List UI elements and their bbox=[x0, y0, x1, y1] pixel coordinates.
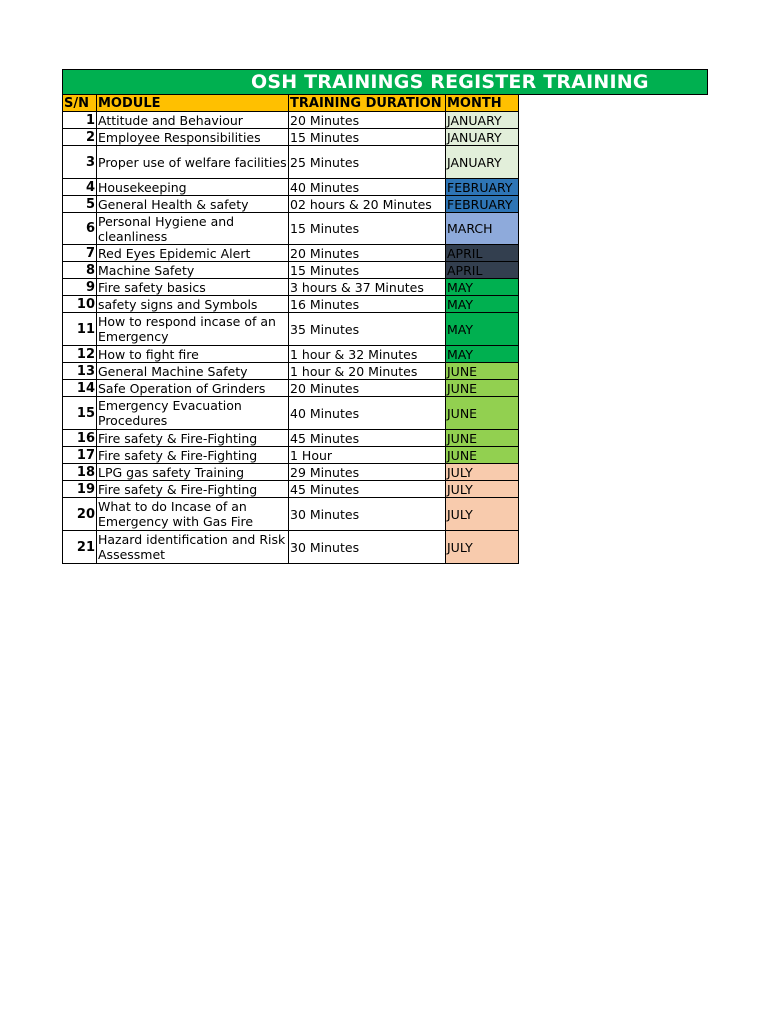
cell-sn[interactable]: 18 bbox=[63, 464, 97, 481]
cell-month[interactable]: FEBRUARY bbox=[446, 196, 519, 213]
table-row bbox=[63, 112, 519, 129]
cell-duration[interactable]: 29 Minutes bbox=[289, 464, 446, 481]
table-row bbox=[63, 245, 519, 262]
cell-sn[interactable]: 8 bbox=[63, 262, 97, 279]
table-row bbox=[63, 481, 519, 498]
table-row bbox=[63, 430, 519, 447]
header-month[interactable]: MONTH bbox=[446, 95, 519, 112]
cell-module[interactable]: Fire safety & Fire-Fighting bbox=[97, 447, 289, 464]
cell-module[interactable]: safety signs and Symbols bbox=[97, 296, 289, 313]
cell-sn[interactable]: 13 bbox=[63, 363, 97, 380]
cell-month[interactable]: JANUARY bbox=[446, 112, 519, 129]
cell-month[interactable]: MAY bbox=[446, 346, 519, 363]
cell-module[interactable]: Hazard identification and Risk Assessmet bbox=[97, 531, 289, 564]
cell-duration[interactable]: 20 Minutes bbox=[289, 245, 446, 262]
table-row bbox=[63, 531, 519, 564]
cell-duration[interactable]: 20 Minutes bbox=[289, 112, 446, 129]
cell-module[interactable]: What to do Incase of an Emergency with Gas Fire bbox=[97, 498, 289, 531]
table-row bbox=[63, 447, 519, 464]
cell-month[interactable]: JANUARY bbox=[446, 146, 519, 179]
cell-module[interactable]: Red Eyes Epidemic Alert bbox=[97, 245, 289, 262]
cell-module[interactable]: Machine Safety bbox=[97, 262, 289, 279]
cell-month[interactable]: JULY bbox=[446, 481, 519, 498]
cell-duration[interactable]: 40 Minutes bbox=[289, 179, 446, 196]
cell-duration[interactable]: 25 Minutes bbox=[289, 146, 446, 179]
cell-module[interactable]: Safe Operation of Grinders bbox=[97, 380, 289, 397]
cell-duration[interactable]: 1 Hour bbox=[289, 447, 446, 464]
header-module[interactable]: MODULE bbox=[97, 95, 289, 112]
cell-month[interactable]: JULY bbox=[446, 464, 519, 481]
cell-sn[interactable]: 7 bbox=[63, 245, 97, 262]
table-row bbox=[63, 346, 519, 363]
table-row bbox=[63, 279, 519, 296]
cell-month[interactable]: MARCH bbox=[446, 213, 519, 245]
table-row bbox=[63, 380, 519, 397]
cell-duration[interactable]: 35 Minutes bbox=[289, 313, 446, 346]
cell-sn[interactable]: 5 bbox=[63, 196, 97, 213]
title-bar bbox=[62, 69, 708, 95]
cell-duration[interactable]: 16 Minutes bbox=[289, 296, 446, 313]
cell-month[interactable]: JUNE bbox=[446, 430, 519, 447]
table-row bbox=[63, 196, 519, 213]
cell-module[interactable]: Proper use of welfare facilities bbox=[97, 146, 289, 179]
cell-module[interactable]: Personal Hygiene and cleanliness bbox=[97, 213, 289, 245]
cell-sn[interactable]: 2 bbox=[63, 129, 97, 146]
cell-month[interactable]: JUNE bbox=[446, 363, 519, 380]
header-duration[interactable]: TRAINING DURATION bbox=[289, 95, 446, 112]
cell-month[interactable]: MAY bbox=[446, 313, 519, 346]
cell-sn[interactable]: 6 bbox=[63, 213, 97, 245]
cell-sn[interactable]: 9 bbox=[63, 279, 97, 296]
cell-module[interactable]: Fire safety basics bbox=[97, 279, 289, 296]
cell-module[interactable]: General Health & safety bbox=[97, 196, 289, 213]
cell-module[interactable]: LPG gas safety Training bbox=[97, 464, 289, 481]
cell-duration[interactable]: 20 Minutes bbox=[289, 380, 446, 397]
table-row bbox=[63, 213, 519, 245]
table-row bbox=[63, 262, 519, 279]
table-row bbox=[63, 179, 519, 196]
table-row bbox=[63, 498, 519, 531]
table-row bbox=[63, 464, 519, 481]
training-register-table bbox=[62, 94, 519, 564]
table-row bbox=[63, 397, 519, 430]
cell-sn[interactable]: 10 bbox=[63, 296, 97, 313]
cell-sn[interactable]: 11 bbox=[63, 313, 97, 346]
cell-module[interactable]: Attitude and Behaviour bbox=[97, 112, 289, 129]
cell-duration[interactable]: 15 Minutes bbox=[289, 213, 446, 245]
cell-month[interactable]: JUNE bbox=[446, 380, 519, 397]
cell-duration[interactable]: 02 hours & 20 Minutes bbox=[289, 196, 446, 213]
cell-duration[interactable]: 40 Minutes bbox=[289, 397, 446, 430]
cell-month[interactable]: JULY bbox=[446, 531, 519, 564]
cell-duration[interactable]: 3 hours & 37 Minutes bbox=[289, 279, 446, 296]
cell-sn[interactable]: 4 bbox=[63, 179, 97, 196]
cell-duration[interactable]: 30 Minutes bbox=[289, 531, 446, 564]
cell-month[interactable]: APRIL bbox=[446, 262, 519, 279]
cell-sn[interactable]: 12 bbox=[63, 346, 97, 363]
cell-month[interactable]: JANUARY bbox=[446, 129, 519, 146]
table-row bbox=[63, 146, 519, 179]
table-row bbox=[63, 296, 519, 313]
cell-month[interactable]: JULY bbox=[446, 498, 519, 531]
header-row bbox=[63, 95, 519, 112]
cell-duration[interactable]: 45 Minutes bbox=[289, 430, 446, 447]
cell-module[interactable]: Emergency Evacuation Procedures bbox=[97, 397, 289, 430]
cell-month[interactable]: MAY bbox=[446, 296, 519, 313]
cell-sn[interactable]: 14 bbox=[63, 380, 97, 397]
cell-duration[interactable]: 15 Minutes bbox=[289, 262, 446, 279]
cell-month[interactable]: APRIL bbox=[446, 245, 519, 262]
cell-sn[interactable]: 17 bbox=[63, 447, 97, 464]
cell-sn[interactable]: 21 bbox=[63, 531, 97, 564]
cell-sn[interactable]: 19 bbox=[63, 481, 97, 498]
cell-duration[interactable]: 30 Minutes bbox=[289, 498, 446, 531]
cell-sn[interactable]: 1 bbox=[63, 112, 97, 129]
cell-duration[interactable]: 45 Minutes bbox=[289, 481, 446, 498]
cell-duration[interactable]: 1 hour & 20 Minutes bbox=[289, 363, 446, 380]
cell-sn[interactable]: 16 bbox=[63, 430, 97, 447]
cell-month[interactable]: JUNE bbox=[446, 397, 519, 430]
cell-month[interactable]: FEBRUARY bbox=[446, 179, 519, 196]
table-row bbox=[63, 363, 519, 380]
header-sn[interactable]: S/N bbox=[63, 95, 97, 112]
cell-module[interactable]: How to fight fire bbox=[97, 346, 289, 363]
cell-month[interactable]: JUNE bbox=[446, 447, 519, 464]
table-row bbox=[63, 313, 519, 346]
table-row bbox=[63, 129, 519, 146]
cell-duration[interactable]: 1 hour & 32 Minutes bbox=[289, 346, 446, 363]
cell-module[interactable]: Fire safety & Fire-Fighting bbox=[97, 481, 289, 498]
cell-module[interactable]: Housekeeping bbox=[97, 179, 289, 196]
cell-duration[interactable]: 15 Minutes bbox=[289, 129, 446, 146]
cell-module[interactable]: Fire safety & Fire-Fighting bbox=[97, 430, 289, 447]
cell-sn[interactable]: 20 bbox=[63, 498, 97, 531]
cell-module[interactable]: General Machine Safety bbox=[97, 363, 289, 380]
cell-sn[interactable]: 3 bbox=[63, 146, 97, 179]
sheet-title: OSH TRAININGS REGISTER TRAINING bbox=[251, 71, 649, 93]
cell-module[interactable]: How to respond incase of an Emergency bbox=[97, 313, 289, 346]
cell-month[interactable]: MAY bbox=[446, 279, 519, 296]
cell-sn[interactable]: 15 bbox=[63, 397, 97, 430]
cell-module[interactable]: Employee Responsibilities bbox=[97, 129, 289, 146]
